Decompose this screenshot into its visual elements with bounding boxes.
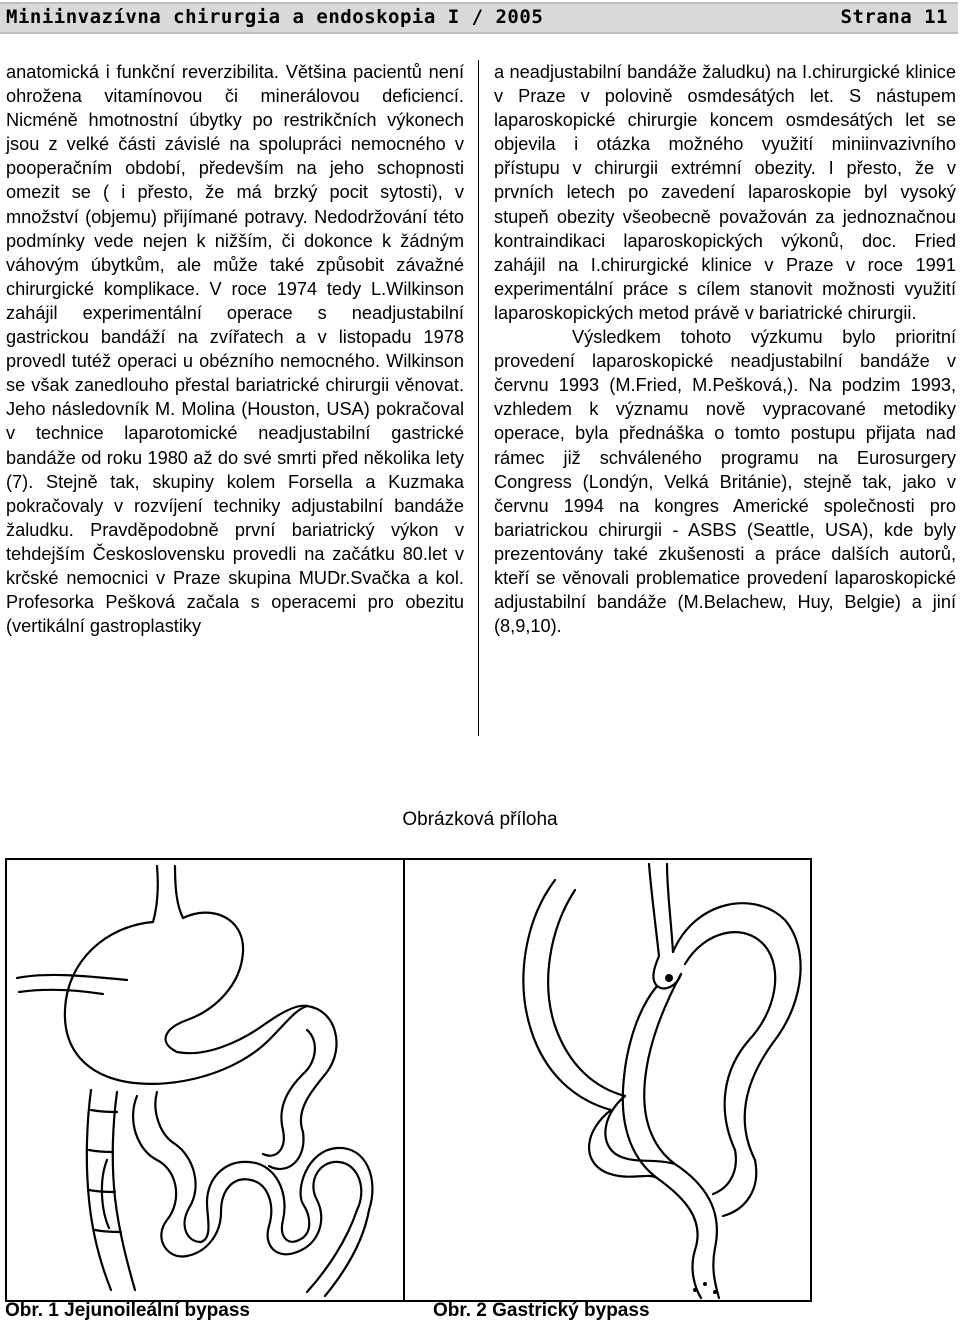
page-header (0, 2, 958, 34)
gastric-bypass-illustration-icon (405, 860, 810, 1300)
journal-title: Miniinvazívna chirurgia a endoskopia I / 2005 (6, 6, 544, 28)
column-divider (478, 60, 479, 736)
figure-2-caption: Obr. 2 Gastrický bypass (433, 1300, 650, 1321)
appendix-title: Obrázková příloha (402, 809, 558, 830)
left-paragraph-1: anatomická i funkční reverzibilita. Většina pacientů není ohrožena vitamínovou či minerálovou deficiencí. Nicméně hmotnostní úbytky po restrikčních výkonech jsou z velké části závislé na spolupráci nemocného v pooperačním období, především na jeho schopnosti omezit se ( i přesto, že má brzký pocit sytosti), v množství (objemu) přijímané potravy. Nedodržování této podmínky vede nejen k nižším, či dokonce k žádným váhovým úbytkům, ale může také způsobit závažné chirurgické komplikace. V roce 1974 tedy L.Wilkinson zahájil experimentální operace s neadjustabilní gastrickou bandáží na zvířatech a v listopadu 1978 provedl tutéž operaci u obézního nemocného. Wilkinson se však zanedlouho přestal bariatrické chirurgii věnovat. Jeho následovník M. Molina (Houston, USA) pokračoval v technice laparotomické neadjustabilní gastrické bandáže od roku 1980 až do své smrti před několika lety (7). Stejně tak, skupiny kolem Forsella a Kuzmaka pokračovaly v rozvíjení techniky adjustabilní bandáže žaludku. Pravděpodobně první bariatrický výkon v tehdejším Československu provedli na začátku 80.let v krčské nemocnici v Praze skupina MUDr.Svačka a kol. Profesorka Pešková začala s operacemi pro obezitu (vertikální gastroplastiky (6, 62, 464, 637)
jejunoileal-bypass-illustration-icon (7, 860, 406, 1300)
left-column (6, 60, 464, 638)
right-paragraph-2: Výsledkem tohoto výzkumu bylo prioritní provedení laparoskopické neadjustabilní bandáže v červnu 1993 (M.Fried, M.Pešková,). Na podzim 1993, vzhledem k významu nově vypracované metodiky operace, byla přednáška o tomto postupu přijata nad rámec již schváleného programu na Eurosurgery Congress (Londýn, Velká Británie), stejně tak, jako v červnu 1994 na kongres Americké společnosti pro bariatrickou chirurgii - ASBS (Seattle, USA), kde byly prezentovány také zkušenosti a práce dalších autorů, kteří se věnovali problematice provedení laparoskopické adjustabilní bandáže (M.Belachew, Huy, Belgie) a jiní (8,9,10). (494, 327, 956, 637)
figure-1-caption: Obr. 1 Jejunoileální bypass (5, 1300, 250, 1321)
figure-2-frame (403, 858, 812, 1302)
figure-1-frame (5, 858, 408, 1302)
page-number: Strana 11 (840, 6, 948, 28)
right-paragraph-1: a neadjustabilní bandáže žaludku) na I.chirurgické klinice v Praze v polovině osmdesátých let. S nástupem laparoskopické chirurgie koncem osmdesátých let se objevila i otázka možného využití miniinvazivního přístupu v chirurgii extrémní obezity. I přesto, že v prvních letech po zavedení laparoskopie byl vysoký stupeň obezity všeobecně považován za jednoznačnou kontraindikaci laparoskopických výkonů, doc. Fried zahájil na I.chirurgické klinice v Praze v roce 1991 experimentální práce s cílem stanovit možnosti využití laparoskopických metod právě v bariatrické chirurgii. (494, 62, 956, 323)
right-column (494, 60, 956, 638)
